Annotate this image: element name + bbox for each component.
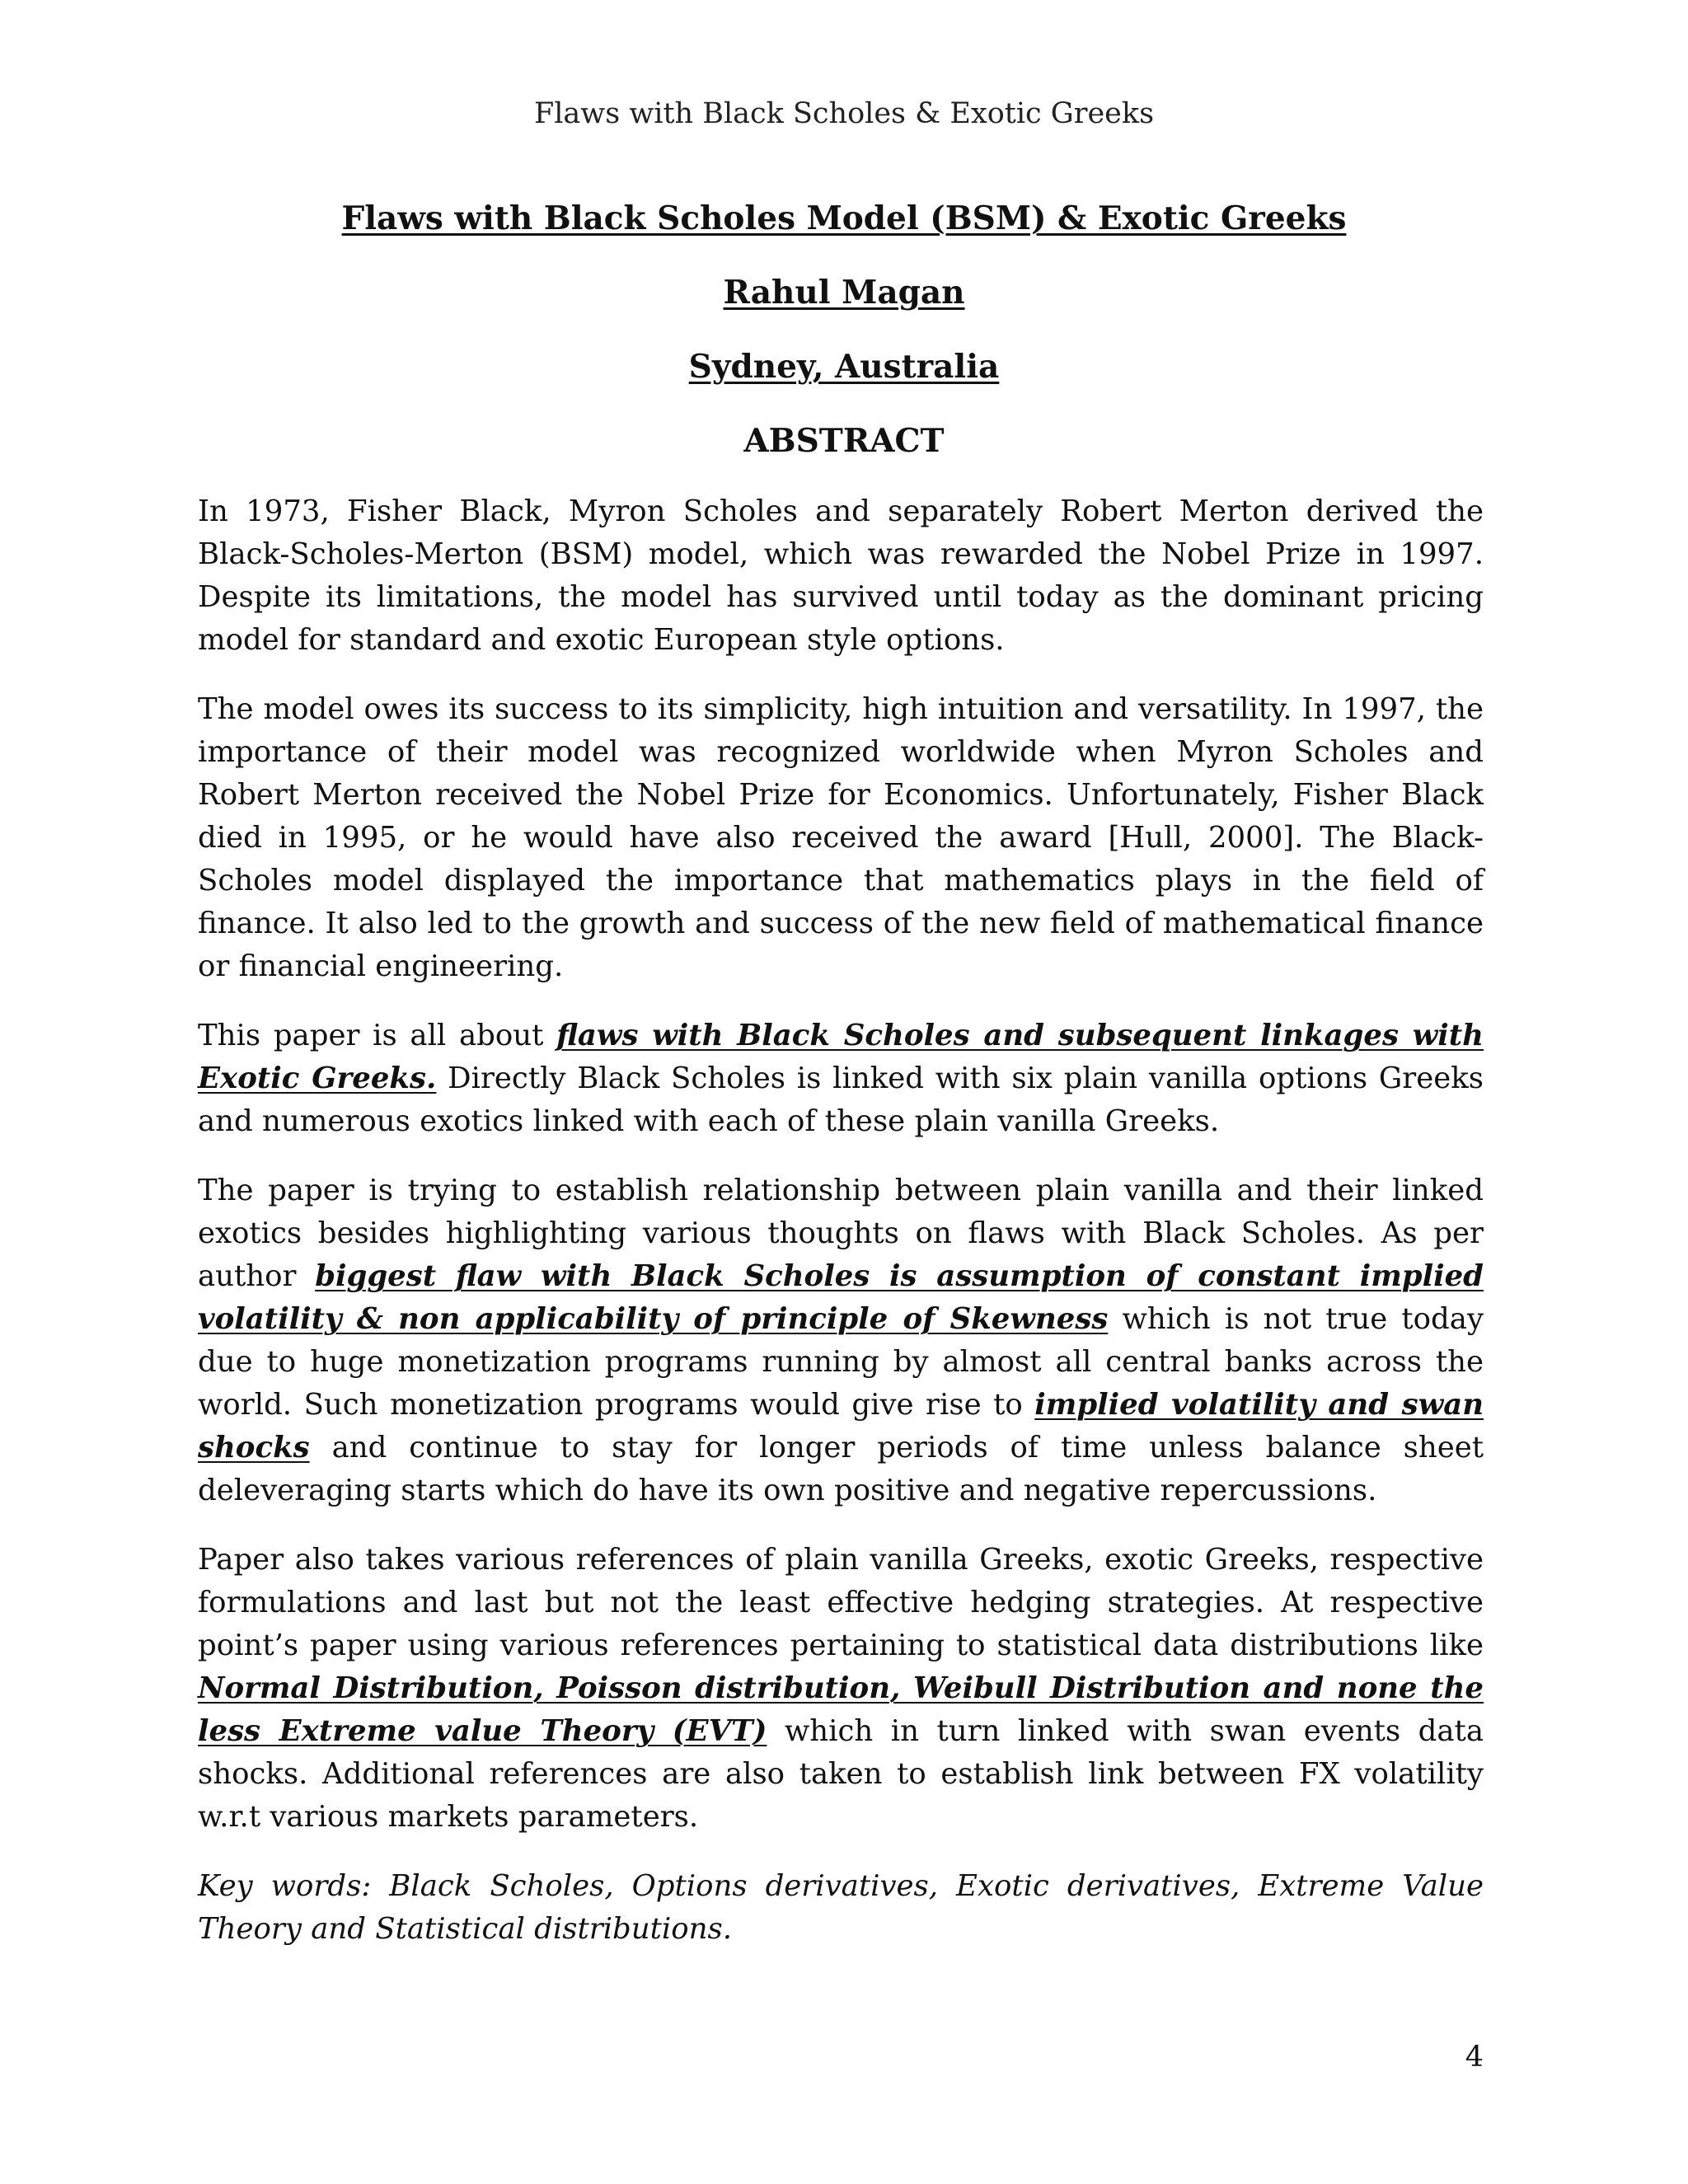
paragraph-4 bbox=[198, 1169, 1484, 1512]
paragraph-5-text-a: Paper also takes various references of plain vanilla Greeks, exotic Greeks, respective formulations and last but not the least effective hedging strategies. At respective point’s paper using various references pertaining to statistical data distributions like bbox=[198, 1543, 1484, 1662]
abstract-heading: ABSTRACT bbox=[743, 422, 945, 460]
page-number: 4 bbox=[1465, 2041, 1484, 2074]
author-location-text: Sydney, Australia bbox=[688, 348, 1000, 386]
paragraph-4-text-c: which is not true today due to huge monetization programs running by almost all central banks across the world. Such monetization programs would give rise to bbox=[198, 1302, 1484, 1422]
author-location bbox=[0, 348, 1688, 386]
paragraph-1: In 1973, Fisher Black, Myron Scholes and separately Robert Merton derived the Black-Scholes-Merton (BSM) model, which was rewarded the Nobel Prize in 1997. Despite its limitations, the model has survived until today as the dominant pricing model for standard and exotic European style options. bbox=[198, 494, 1484, 657]
paragraph-4-text-e: and continue to stay for longer periods of time unless balance sheet deleveraging starts which do have its own positive and negative repercussions. bbox=[198, 1431, 1484, 1507]
paper-title-text: Flaws with Black Scholes Model (BSM) & Exotic Greeks bbox=[341, 199, 1347, 237]
paper-title bbox=[0, 199, 1688, 237]
running-header: Flaws with Black Scholes & Exotic Greeks bbox=[533, 97, 1155, 130]
paragraph-5 bbox=[198, 1539, 1484, 1839]
author-name-text: Rahul Magan bbox=[723, 274, 965, 312]
paragraph-4-emphasis-1: biggest flaw with Black Scholes is assumption of constant implied volatility & non applicability of principle of Skewness bbox=[198, 1259, 1484, 1336]
paragraph-3-emphasis: flaws with Black Scholes and subsequent linkages with Exotic Greeks. bbox=[198, 1019, 1484, 1095]
abstract-body bbox=[198, 490, 1484, 1977]
paragraph-3 bbox=[198, 1015, 1484, 1143]
keywords: Key words: Black Scholes, Options derivatives, Exotic derivatives, Extreme Value Theory and Statistical distributions. bbox=[198, 1869, 1484, 1946]
paragraph-5-emphasis: Normal Distribution, Poisson distribution, Weibull Distribution and none the less Extreme value Theory (EVT) bbox=[198, 1671, 1484, 1748]
paragraph-4-text-a: The paper is trying to establish relationship between plain vanilla and their linked exotics besides highlighting various thoughts on flaws with Black Scholes. As per author bbox=[198, 1174, 1484, 1293]
author-name bbox=[0, 274, 1688, 312]
paragraph-3-text-c: Directly Black Scholes is linked with six plain vanilla options Greeks and numerous exotics linked with each of these plain vanilla Greeks. bbox=[198, 1062, 1484, 1138]
paragraph-3-text-a: This paper is all about bbox=[198, 1019, 557, 1052]
paragraph-4-emphasis-2: implied volatility and swan shocks bbox=[198, 1388, 1484, 1465]
paragraph-2: The model owes its success to its simplicity, high intuition and versatility. In 1997, the importance of their model was recognized worldwide when Myron Scholes and Robert Merton received the Nobel Prize for Economics. Unfortunately, Fisher Black died in 1995, or he would have also received the award [Hull, 2000]. The Black-Scholes model displayed the importance that mathematics plays in the field of finance. It also led to the growth and success of the new field of mathematical finance or financial engineering. bbox=[198, 692, 1484, 983]
paragraph-5-text-c: which in turn linked with swan events data shocks. Additional references are also taken to establish link between FX volatility w.r.t various markets parameters. bbox=[198, 1714, 1484, 1834]
